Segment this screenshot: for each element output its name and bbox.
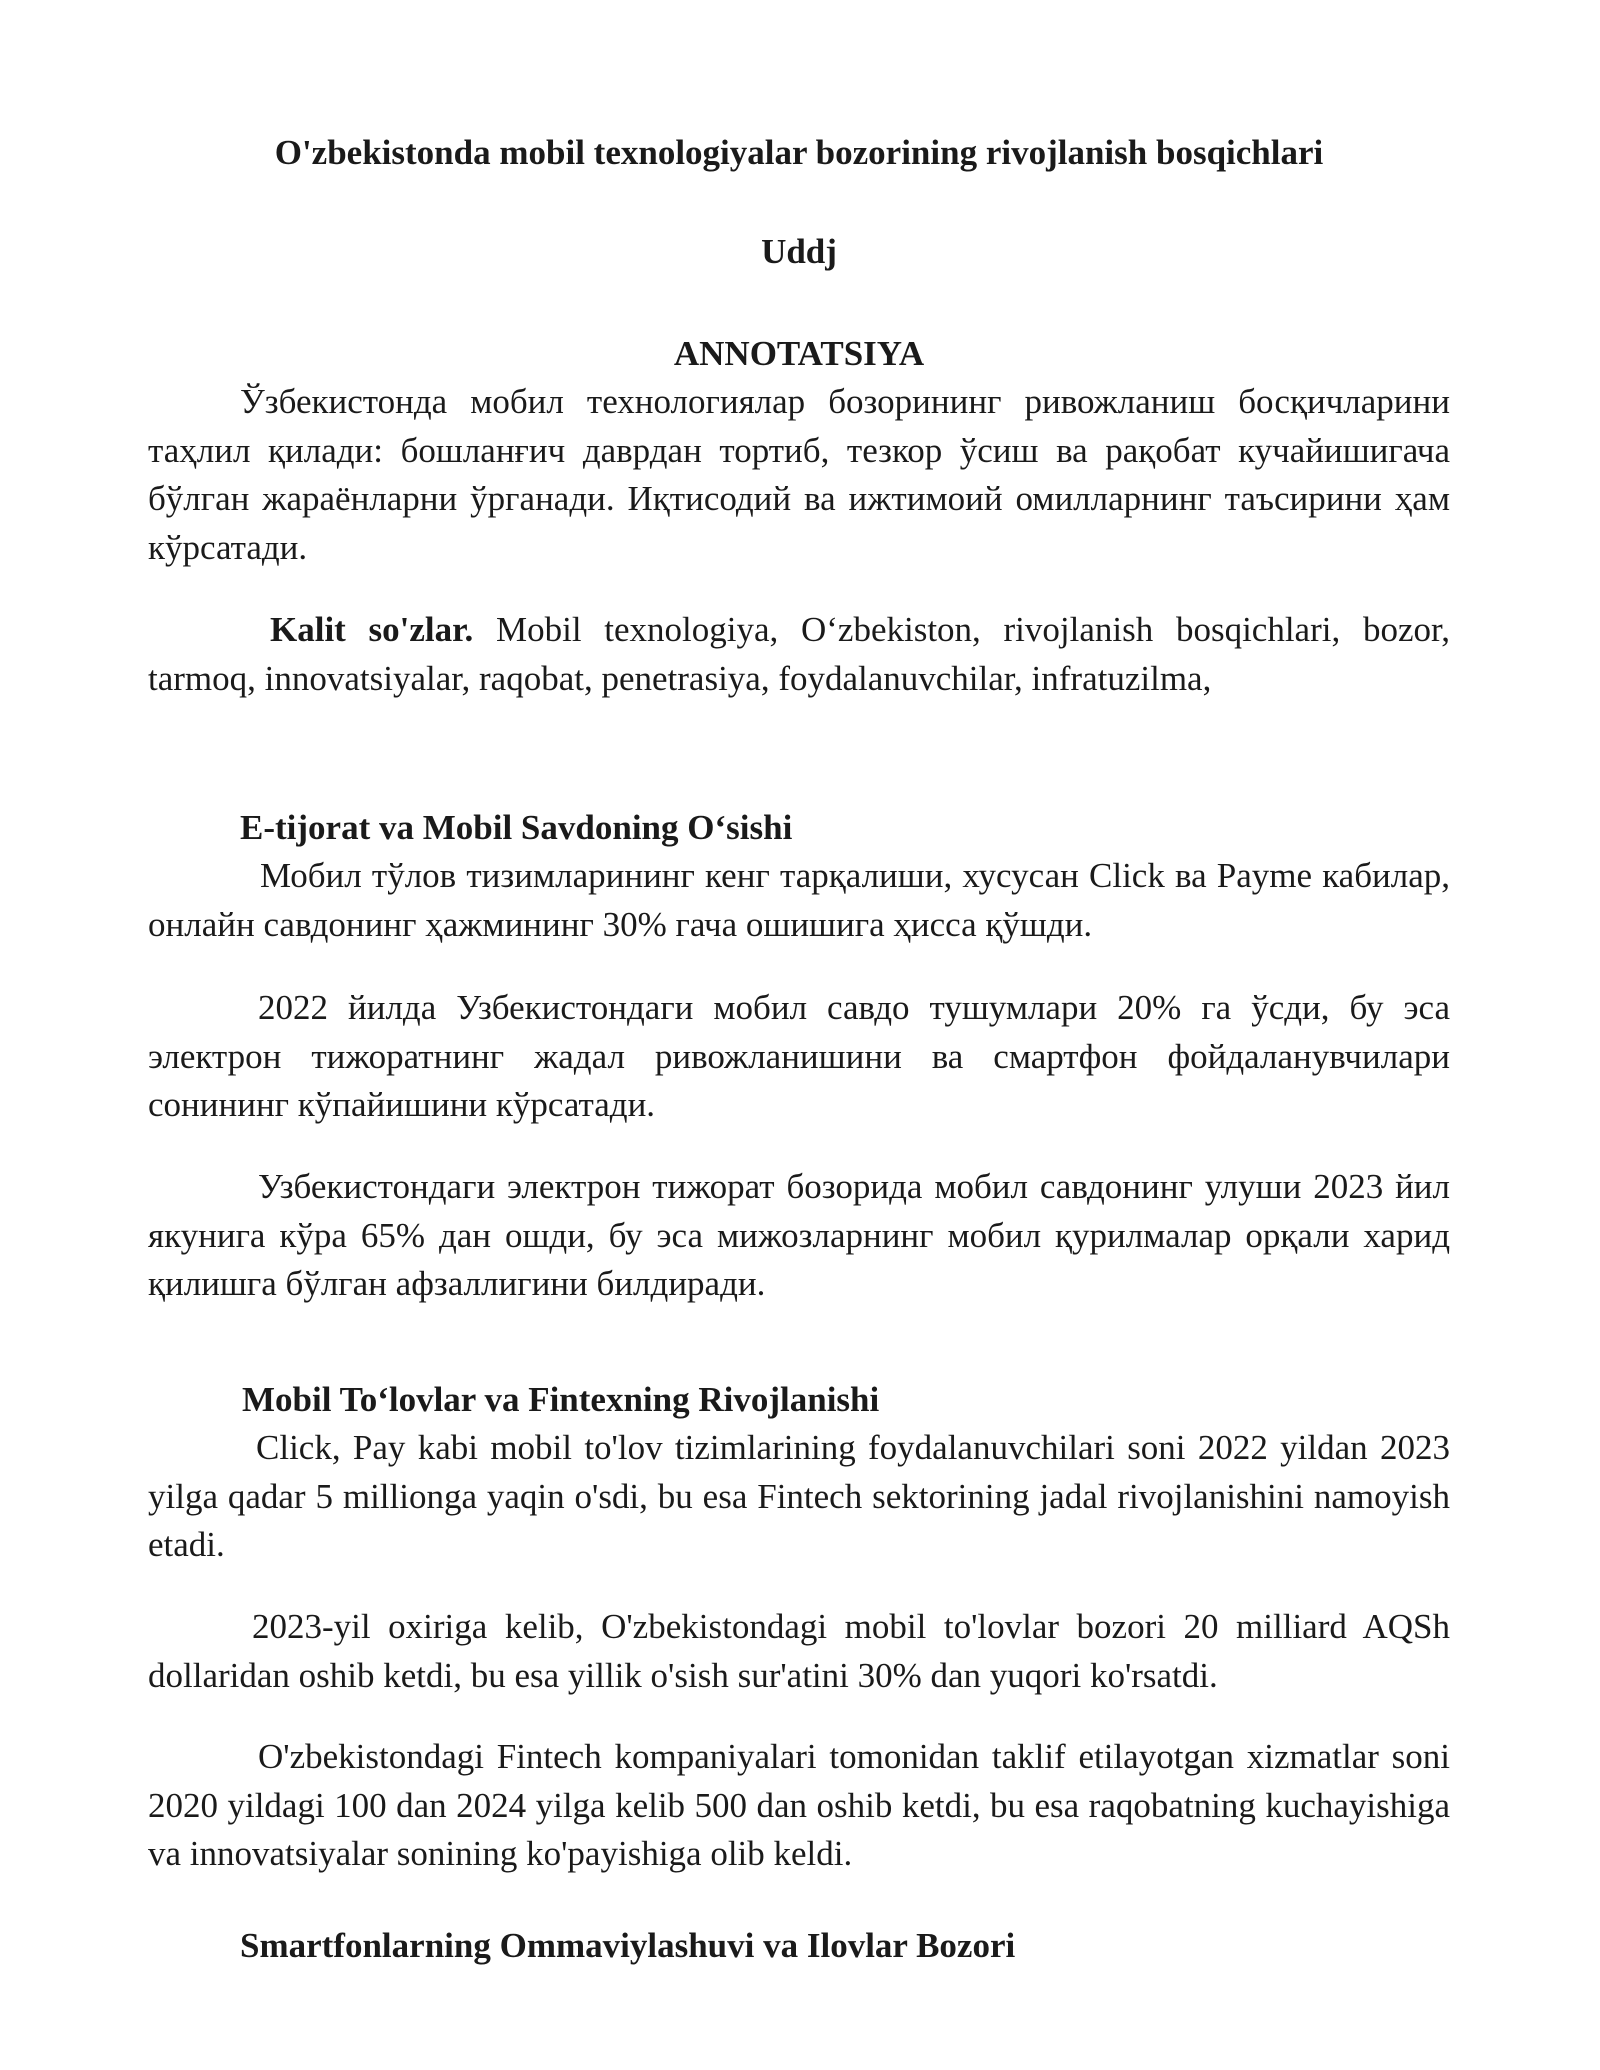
section-fintech-paragraph-1: Click, Pay kabi mobil to'lov tizimlarining foydalanuvchilari soni 2022 yildan 2023 yilga qadar 5 millionga yaqin o'sdi, bu esa Fintech sektorining jadal rivojlanishini namoyish etadi. — [148, 1428, 1450, 1564]
section-ecommerce-paragraph-2: 2022 йилда Узбекистондаги мобил савдо тушумлари 20% га ўсди, бу эса электрон тижоратнинг жадал ривожланишини ва смартфон фойдаланувчилари сонининг кўпайишини кўрсатади. — [148, 988, 1450, 1124]
document-author: Uddj — [761, 232, 837, 271]
section-ecommerce-paragraph-3: Узбекистондаги электрон тижорат бозорида мобил савдонинг улуши 2023 йил якунига кўра 65% дан ошди, бу эса мижозларнинг мобил қурилмалар орқали харид қилишга бўлган афзаллигини билдиради. — [148, 1167, 1450, 1303]
section-heading-smartphones: Smartfonlarning Ommaviylashuvi va Ilovlar Bozori — [240, 1926, 1016, 1965]
section-fintech-paragraph-2: 2023-yil oxiriga kelib, O'zbekistondagi mobil to'lovlar bozori 20 milliard AQSh dollaridan oshib ketdi, bu esa yillik o'sish sur'atini 30% dan yuqori ko'rsatdi. — [148, 1607, 1450, 1695]
section-heading-ecommerce: E-tijorat va Mobil Savdoning O‘sishi — [240, 808, 793, 847]
annotation-paragraph: Ўзбекистонда мобил технологиялар бозорининг ривожланиш босқичларини таҳлил қилади: бошланғич даврдан тортиб, тезкор ўсиш ва рақобат кучайишигача бўлган жараёнларни ўрганади. Иқтисодий ва ижтимоий омилларнинг таъсирини ҳам кўрсатади. — [148, 382, 1450, 567]
section-heading-fintech: Mobil To‘lovlar va Fintexning Rivojlanishi — [242, 1380, 880, 1419]
annotation-heading: ANNOTATSIYA — [673, 334, 925, 373]
section-ecommerce-paragraph-1: Мобил тўлов тизимларининг кенг тарқалиши, хусусан Click ва Payme кабилар, онлайн савдонинг ҳажмининг 30% гача ошишига ҳисса қўшди. — [148, 856, 1450, 944]
keywords-text: Mobil texnologiya, O‘zbekiston, rivojlanish bosqichlari, bozor, tarmoq, innovatsiyalar, raqobat, penetrasiya, foydalanuvchilar, infratuzilma, — [148, 610, 1450, 698]
keywords-paragraph — [148, 606, 1450, 703]
section-fintech-paragraph-3: O'zbekistondagi Fintech kompaniyalari tomonidan taklif etilayotgan xizmatlar soni 2020 yildagi 100 dan 2024 yilga kelib 500 dan oshib ketdi, bu esa raqobatning kuchayishiga va innovatsiyalar sonining ko'payishiga olib keldi. — [148, 1737, 1450, 1873]
document-title: O'zbekistonda mobil texnologiyalar bozorining rivojlanish bosqichlari — [274, 133, 1324, 172]
keywords-label: Kalit so'zlar. — [270, 610, 474, 649]
